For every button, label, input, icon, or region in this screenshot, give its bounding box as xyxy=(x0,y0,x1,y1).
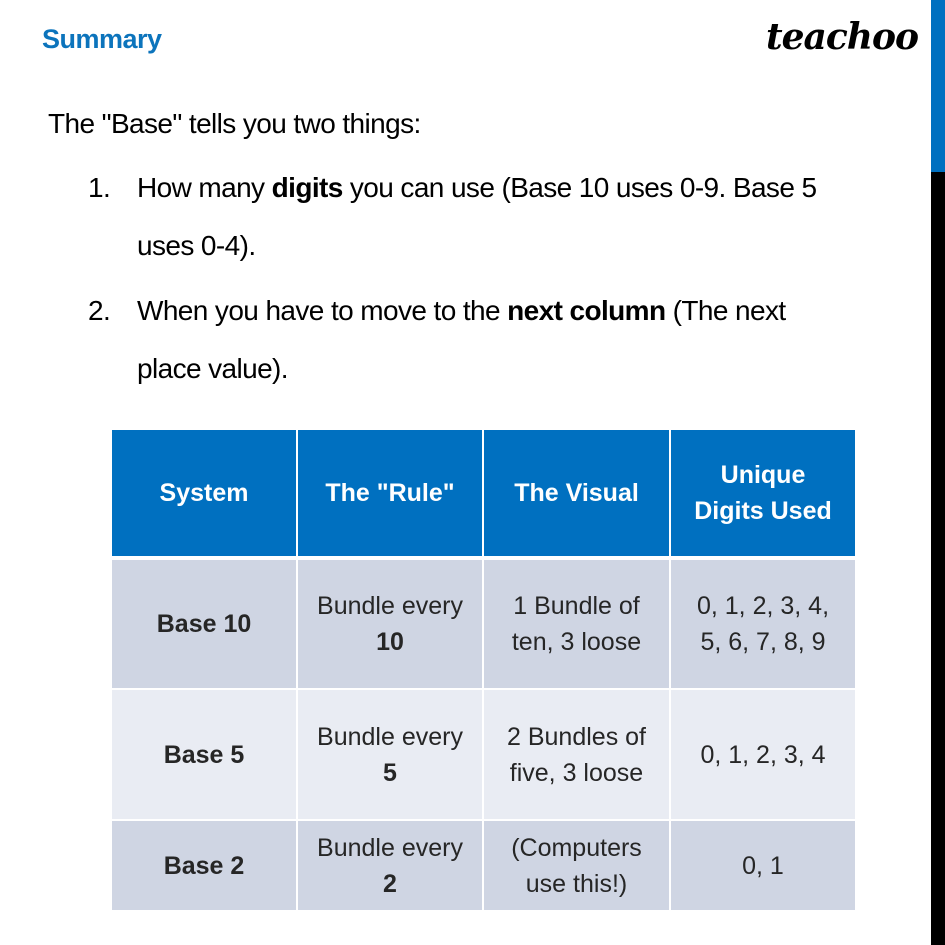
cell-system: Base 5 xyxy=(111,689,297,820)
header-visual: The Visual xyxy=(483,429,670,558)
summary-table xyxy=(110,428,857,912)
table-header-row xyxy=(111,429,856,558)
list-text xyxy=(137,295,786,327)
rule-text: Bundle every xyxy=(317,592,463,620)
header-system: System xyxy=(111,429,297,558)
text-segment: you can use (Base 10 uses 0-9. Base 5 xyxy=(342,172,817,203)
bold-term-next-column: next column xyxy=(507,295,666,326)
table-row xyxy=(111,689,856,820)
rule-text: Bundle every xyxy=(317,833,463,862)
header-rule: The "Rule" xyxy=(297,429,483,558)
cell-rule xyxy=(297,558,483,689)
rule-number: 2 xyxy=(383,869,397,898)
table-row xyxy=(111,558,856,689)
rule-number: 5 xyxy=(383,758,397,787)
cell-system: Base 2 xyxy=(111,820,297,911)
cell-digits: 0, 1 xyxy=(670,820,856,911)
cell-system: Base 10 xyxy=(111,558,297,689)
cell-digits: 0, 1, 2, 3, 4 xyxy=(670,689,856,820)
cell-digits: 0, 1, 2, 3, 4, 5, 6, 7, 8, 9 xyxy=(670,558,856,689)
cell-visual: (Computers use this!) xyxy=(483,820,670,911)
page-title: Summary xyxy=(42,24,162,54)
cell-visual: 2 Bundles of five, 3 loose xyxy=(483,689,670,820)
cell-visual: 1 Bundle of ten, 3 loose xyxy=(483,558,670,689)
rule-number: 10 xyxy=(376,628,404,656)
text-segment: When you have to move to the xyxy=(137,295,508,326)
side-bar-accent xyxy=(931,0,945,172)
teachoo-logo: teachoo xyxy=(766,16,918,58)
list-text-line2: uses 0-4). xyxy=(137,230,256,261)
intro-text: The "Base" tells you two things: xyxy=(48,108,421,139)
table-row xyxy=(111,820,856,911)
text-segment: (The next xyxy=(665,295,786,326)
header-unique-digits: Unique Digits Used xyxy=(670,429,856,558)
rule-text: Bundle every xyxy=(317,722,463,751)
cell-rule xyxy=(297,689,483,820)
bold-term-digits: digits xyxy=(271,172,343,203)
text-segment: How many xyxy=(137,172,272,203)
list-text-line2: place value). xyxy=(137,353,288,384)
list-number: 2. xyxy=(88,295,111,326)
list-text xyxy=(137,172,816,204)
list-number: 1. xyxy=(88,172,111,203)
cell-rule xyxy=(297,820,483,911)
side-bar xyxy=(931,0,945,945)
